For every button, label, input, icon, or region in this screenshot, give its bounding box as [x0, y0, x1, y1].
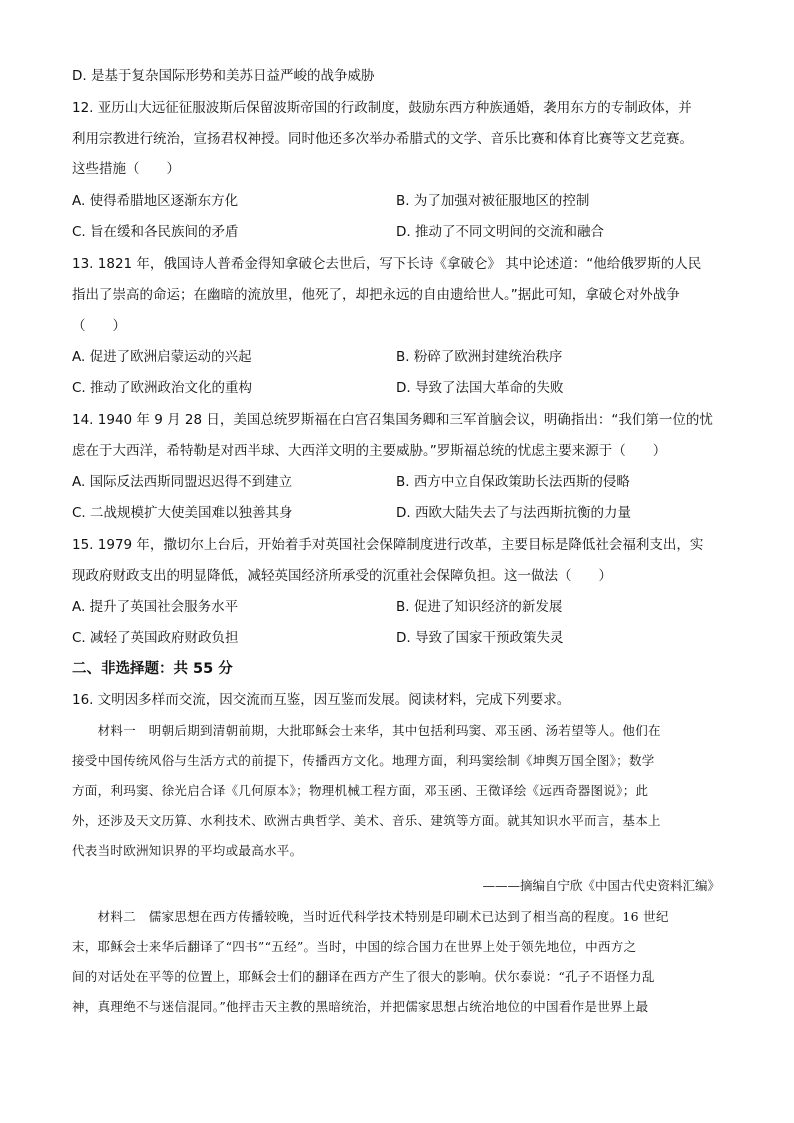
material-2-line: 材料二 儒家思想在西方传播较晚，当时近代科学技术特别是印刷术已达到了相当高的程度。16 世纪	[72, 909, 669, 924]
q13-stem-line: （ ）	[72, 318, 126, 334]
q15-stem-line: 现政府财政支出的明显降低，减轻英国经济所承受的沉重社会保障负担。这一做法（ ）	[72, 568, 612, 584]
material-1-line: 代表当时欧洲知识界的平均或最高水平。	[72, 843, 303, 858]
q14-option-d: D. 西欧大陆失去了与法西斯抗衡的力量	[396, 505, 631, 521]
q11-option-d: D. 是基于复杂国际形势和美苏日益严峻的战争威胁	[72, 68, 375, 84]
q15-option-b: B. 促进了知识经济的新发展	[396, 599, 563, 615]
q13-stem-line: 13. 1821 年，俄国诗人普希金得知拿破仑去世后，写下长诗《拿破仑》 其中论述道：“他给俄罗斯的人民	[72, 256, 702, 272]
q13-option-b: B. 粉碎了欧洲封建统治秩序	[396, 349, 563, 365]
q14-stem-line: 14. 1940 年 9 月 28 日，美国总统罗斯福在白宫召集国务卿和三军首脑会议，明确指出：“我们第一位的忧	[72, 412, 713, 428]
q15-stem-line: 15. 1979 年，撒切尔上台后，开始着手对英国社会保障制度进行改革，主要目标是降低社会福利支出，实	[72, 537, 704, 553]
q14-stem-line: 虑在于大西洋，希特勒是对西半球、大西洋文明的主要威胁。”罗斯福总统的忧虑主要来源于（ ）	[72, 443, 667, 459]
q12-stem-line: 利用宗教进行统治，宣扬君权神授。同时他还多次举办希腊式的文学、音乐比赛和体育比赛等文艺竞赛。	[72, 131, 693, 147]
section-heading: 二、非选择题：共 55 分	[72, 661, 233, 677]
material-1-source: ———摘编自宁欣《中国古代史资料汇编》	[482, 878, 720, 893]
q15-option-d: D. 导致了国家干预政策失灵	[396, 630, 564, 646]
q12-option-a: A. 使得希腊地区逐渐东方化	[72, 193, 239, 209]
q14-option-a: A. 国际反法西斯同盟迟迟得不到建立	[72, 474, 293, 490]
material-2-line: 神，真理绝不与迷信混同。”他抨击天主教的黑暗统治，并把儒家思想占统治地位的中国看作是世界上最	[72, 999, 649, 1014]
q13-option-a: A. 促进了欧洲启蒙运动的兴起	[72, 349, 252, 365]
q13-option-c: C. 推动了欧洲政治文化的重构	[72, 380, 253, 396]
q16-stem: 16. 文明因多样而交流，因交流而互鉴，因互鉴而发展。阅读材料，完成下列要求。	[72, 692, 571, 708]
material-1-line: 方面，利玛窦、徐光启合译《几何原本》；物理机械工程方面，邓玉函、王徵译绘《远西奇器图说》；此	[72, 783, 649, 798]
q13-option-d: D. 导致了法国大革命的失败	[396, 380, 564, 396]
material-2-line: 间的对话处在平等的位置上，耶稣会士们的翻译在西方产生了很大的影响。伏尔泰说：“孔子不语怪力乱	[72, 969, 655, 984]
q12-option-c: C. 旨在缓和各民族间的矛盾	[72, 224, 239, 240]
q12-option-d: D. 推动了不同文明间的交流和融合	[396, 224, 604, 240]
q14-option-b: B. 西方中立自保政策助长法西斯的侵略	[396, 474, 630, 490]
material-1-line: 材料一 明朝后期到清朝前期，大批耶稣会士来华，其中包括利玛窦、邓玉函、汤若望等人。他们在	[72, 723, 661, 738]
material-1-line: 外，还涉及天文历算、水利技术、欧洲古典哲学、美术、音乐、建筑等方面。就其知识水平而言，基本上	[72, 813, 661, 828]
q15-option-c: C. 减轻了英国政府财政负担	[72, 630, 239, 646]
material-2-line: 末，耶稣会士来华后翻译了“四书”“五经”。当时，中国的综合国力在世界上处于领先地位，中西方之	[72, 939, 637, 954]
q15-option-a: A. 提升了英国社会服务水平	[72, 599, 239, 615]
q14-option-c: C. 二战规模扩大使美国难以独善其身	[72, 505, 293, 521]
q12-stem-line: 12. 亚历山大远征征服波斯后保留波斯帝国的行政制度，鼓励东西方种族通婚，袭用东方的专制政体，并	[72, 100, 692, 116]
q13-stem-line: 指出了崇高的命运；在幽暗的流放里，他死了，却把永远的自由遗给世人。”据此可知，拿破仑对外战争	[72, 287, 680, 303]
q12-stem-line: 这些措施（ ）	[72, 161, 180, 177]
material-1-line: 接受中国传统风俗与生活方式的前提下，传播西方文化。地理方面，利玛窦绘制《坤舆万国全图》；数学	[72, 753, 655, 768]
q12-option-b: B. 为了加强对被征服地区的控制	[396, 193, 590, 209]
